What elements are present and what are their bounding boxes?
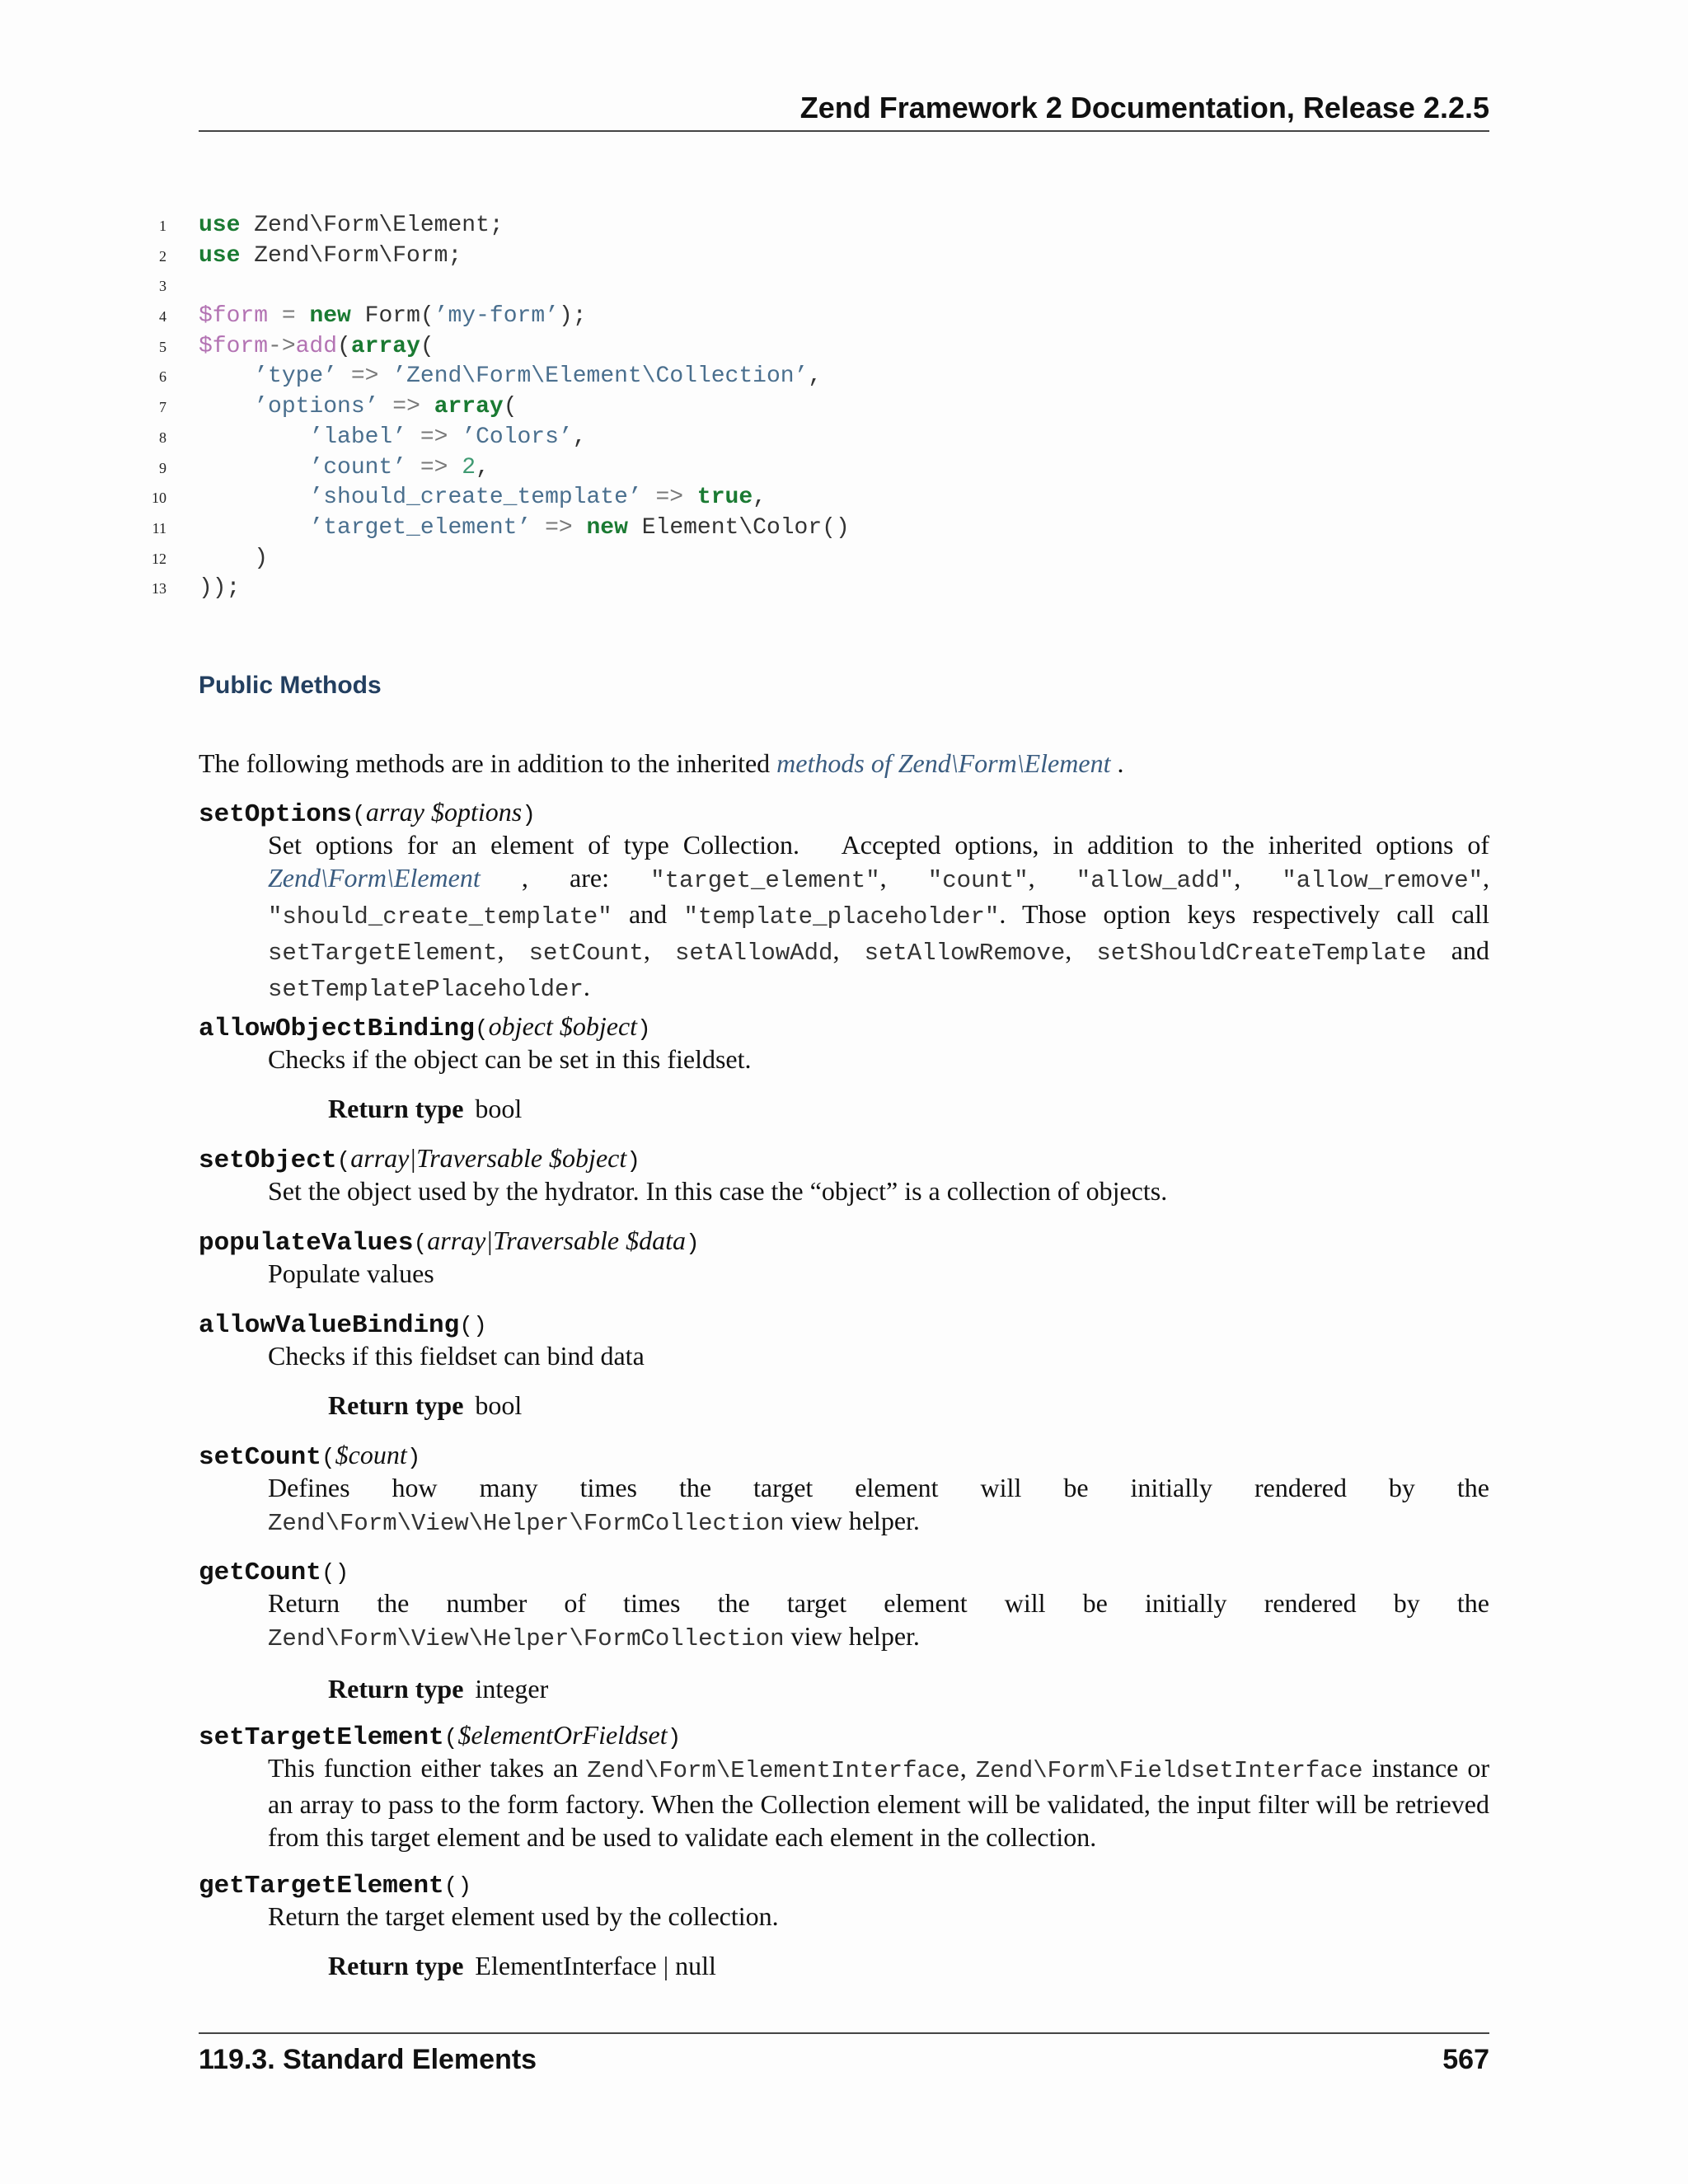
return-type: Return type bool: [328, 1390, 523, 1420]
code-text: use Zend\Form\Form;: [199, 242, 462, 269]
method-description: Set options for an element of type Collection. Accepted options, in addition to the inherited options of Zend\Form\Element , are: "target_element", "count", "allow_add", "allow_remove", "should_create_template" and "template_placeholder". Those option keys respectively call call setTargetElement, setCount, setAllowAdd, setAllowRemove, setShouldCreateTemplate and setTemplatePlaceholder.: [268, 830, 1490, 1003]
method-setOptions: setOptions(array $options) Set options for an element of type Collection. Accepted options, in addition to the inherited options of Zend\Form\Element , are: "target_element", "count", "allow_add", "allow_remove", "should_create_template" and "template_placeholder". Those option keys respectively call call setTargetElement, setCount, setAllowAdd, setAllowRemove, setShouldCreateTemplate and setTemplatePlaceholder.: [199, 795, 1489, 1006]
line-number: 8: [159, 429, 166, 446]
method-params: array|Traversable $data: [427, 1226, 686, 1255]
code-text: ));: [199, 575, 241, 602]
method-setCount: setCount($count) Defines how many times the target element will be initially rendered by the Zend\Form\View\Helper\FormCollection view helper.: [199, 1438, 1489, 1540]
page-footer: [199, 2032, 1489, 2087]
footer-section: 119.3. Standard Elements: [199, 2044, 537, 2075]
code-line: [0, 332, 1688, 363]
method-name: getTargetElement: [199, 1872, 444, 1900]
method-description: Set the object used by the hydrator. In this case the “object” is a collection of objects.: [268, 1176, 1168, 1206]
code-line: [0, 483, 1688, 513]
code-text: $form->add(array(: [199, 333, 434, 359]
code-text: use Zend\Form\Element;: [199, 213, 504, 238]
code-block: [0, 211, 1688, 604]
line-number: 1: [159, 218, 166, 234]
code-line: [0, 574, 1688, 604]
code-line: [0, 423, 1688, 453]
method-description: Populate values: [268, 1258, 434, 1288]
method-params: object $object: [488, 1011, 638, 1041]
code-line: [0, 513, 1688, 544]
method-description: Checks if this fieldset can bind data: [268, 1341, 645, 1371]
line-number: 13: [152, 580, 166, 598]
line-number: 10: [152, 490, 166, 507]
code-text: ’target_element’ => new Element\Color(): [309, 514, 850, 541]
method-setObject: setObject(array|Traversable $object) Set the object used by the hydrator. In this case the “object” is a collection of objects.: [199, 1141, 1489, 1207]
method-description: Return the number of times the target element will be initially rendered by the Zend\Form\View\Helper\FormCollection view helper.: [268, 1588, 1489, 1652]
method-name: setCount: [199, 1443, 321, 1472]
document-title: Zend Framework 2 Documentation, Release 2.2.5: [799, 91, 1489, 124]
method-params: array $options: [365, 797, 523, 827]
code-line: [0, 302, 1688, 332]
method-name: setObject: [199, 1146, 337, 1175]
code-line: [0, 211, 1688, 241]
code-text: ’type’ => ’Zend\Form\Element\Collection’,: [254, 363, 823, 390]
method-description: Checks if the object can be set in this fieldset.: [268, 1044, 752, 1074]
code-line: [0, 241, 1688, 272]
method-description: Return the target element used by the collection.: [268, 1901, 779, 1931]
page-number: 567: [1442, 2044, 1489, 2075]
code-text: ’options’ => array(: [254, 394, 518, 420]
method-name: getCount: [199, 1558, 321, 1587]
code-line: [0, 392, 1688, 423]
method-description: Defines how many times the target element will be initially rendered by the Zend\Form\View\Helper\FormCollection view helper.: [268, 1473, 1489, 1537]
code-line: [0, 362, 1688, 392]
line-number: 6: [159, 368, 166, 386]
intro-paragraph: The following methods are in addition to the inherited methods of Zend\Form\Element .: [199, 748, 1124, 778]
method-setTargetElement: setTargetElement($elementOrFieldset) This function either takes an Zend\Form\ElementInterface, Zend\Form\FieldsetInterface instance or an array to pass to the form factory. When the Collection element will be validated, the input filter will be retrieved from this target element and be used to validate each element in the collection.: [199, 1720, 1490, 1852]
code-text: ’label’ => ’Colors’,: [309, 424, 587, 450]
return-type: Return type integer: [328, 1674, 549, 1704]
line-number: 12: [152, 550, 166, 567]
line-number: 4: [159, 308, 166, 326]
page-header: [199, 91, 1489, 132]
code-text: ): [199, 545, 269, 571]
code-text: ’should_create_template’ => true,: [309, 485, 767, 511]
method-name: setOptions: [199, 800, 353, 829]
section-heading: Public Methods: [199, 672, 382, 699]
method-name: setTargetElement: [199, 1723, 444, 1752]
line-number: 2: [159, 247, 166, 265]
line-number: 9: [159, 459, 166, 476]
method-name: populateValues: [199, 1229, 414, 1258]
return-type: Return type bool: [328, 1094, 523, 1123]
method-populateValues: populateValues(array|Traversable $data) Populate values: [199, 1224, 1489, 1290]
line-number: 11: [152, 519, 166, 537]
method-name: allowValueBinding: [199, 1311, 460, 1340]
code-line: [0, 453, 1688, 484]
methods-link[interactable]: methods of Zend\Form\Element: [776, 748, 1111, 778]
code-line: [0, 544, 1688, 574]
method-allowObjectBinding: allowObjectBinding(object $object) Checks if the object can be set in this fieldset. Return type bool: [199, 1010, 1489, 1125]
code-text: ’count’ => 2,: [309, 454, 490, 480]
method-params: $elementOrFieldset: [457, 1720, 668, 1750]
method-description: This function either takes an Zend\Form\ElementInterface, Zend\Form\FieldsetInterface instance or an array to pass to the form factory. When the Collection element will be validated, the input filter will be retrieved from this target element and be used to validate each element in the collection.: [268, 1753, 1490, 1852]
return-type: Return type ElementInterface | null: [328, 1951, 716, 1980]
method-getCount: getCount() Return the number of times the target element will be initially rendered by the Zend\Form\View\Helper\FormCollection view helper. Return type integer: [199, 1558, 1489, 1704]
method-params: $count: [335, 1440, 407, 1469]
line-number: 7: [159, 399, 166, 416]
method-params: array|Traversable $object: [350, 1143, 627, 1173]
code-text: $form = new Form(’my-form’);: [199, 303, 587, 330]
code-line: [0, 271, 1688, 302]
method-allowValueBinding: allowValueBinding() Checks if this fieldset can bind data Return type bool: [199, 1306, 1489, 1422]
line-number: 3: [159, 278, 166, 295]
method-getTargetElement: getTargetElement() Return the target element used by the collection. Return type ElementInterface | null: [199, 1867, 1489, 1982]
method-name: allowObjectBinding: [199, 1015, 475, 1043]
line-number: 5: [159, 338, 166, 355]
